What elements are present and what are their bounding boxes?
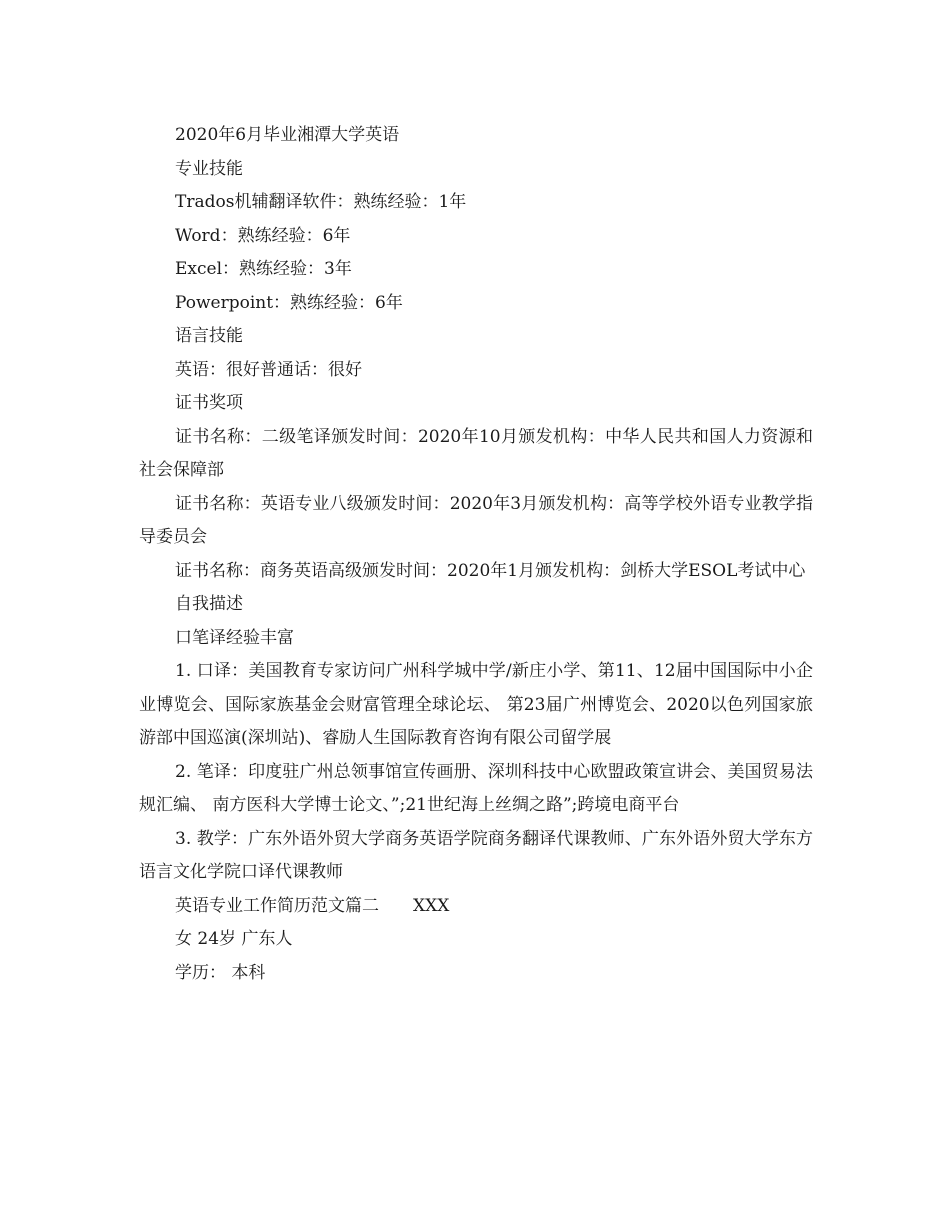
language-skills-line: 英语：很好普通话：很好 [175, 359, 362, 380]
section-heading-self-description: 自我描述 [175, 594, 243, 614]
section-heading-language-skills: 语言技能 [175, 326, 243, 346]
skill-excel: Excel：熟练经验：3年 [175, 259, 352, 279]
certificate-item: 证书名称：二级笔译颁发时间：2020年10月颁发机构：中华人民共和国人力资源和社会保障部 [139, 426, 813, 480]
experience-interpreting: 1. 口译：美国教育专家访问广州科学城中学/新庄小学、第11、12届中国国际中小企业博览会、国际家族基金会财富管理全球论坛、 第23届广州博览会、2020以色列国家旅游部中国巡演(深圳站)、睿励人生国际教育咨询有限公司留学展 [139, 661, 813, 748]
experience-translation: 2. 笔译：印度驻广州总领事馆宣传画册、深圳科技中心欧盟政策宣讲会、美国贸易法规汇编、 南方医科大学博士论文、”;21世纪海上丝绸之路”;跨境电商平台 [139, 761, 813, 815]
skill-word: Word：熟练经验：6年 [175, 225, 351, 246]
experience-teaching: 3. 教学：广东外语外贸大学商务英语学院商务翻译代课教师、广东外语外贸大学东方语言文化学院口译代课教师 [139, 828, 813, 882]
section-heading-certificates: 证书奖项 [175, 393, 243, 413]
skill-trados: Trados机辅翻译软件：熟练经验：1年 [175, 192, 467, 212]
section-heading-professional-skills: 专业技能 [175, 158, 243, 179]
certificate-item: 证书名称：英语专业八级颁发时间：2020年3月颁发机构：高等学校外语专业教学指导委员会 [139, 493, 813, 547]
personal-info-line: 女 24岁 广东人 [175, 929, 293, 949]
education-line: 学历： 本科 [175, 962, 266, 983]
resume-sample-title: 英语专业工作简历范文篇二 XXX [175, 895, 450, 916]
certificate-item: 证书名称：商务英语高级颁发时间：2020年1月颁发机构：剑桥大学ESOL考试中心 [175, 560, 806, 581]
graduation-line: 2020年6月毕业湘潭大学英语 [175, 125, 400, 145]
document-body [139, 119, 813, 990]
skill-powerpoint: Powerpoint：熟练经验：6年 [175, 292, 403, 313]
self-description-summary: 口笔译经验丰富 [175, 627, 294, 648]
